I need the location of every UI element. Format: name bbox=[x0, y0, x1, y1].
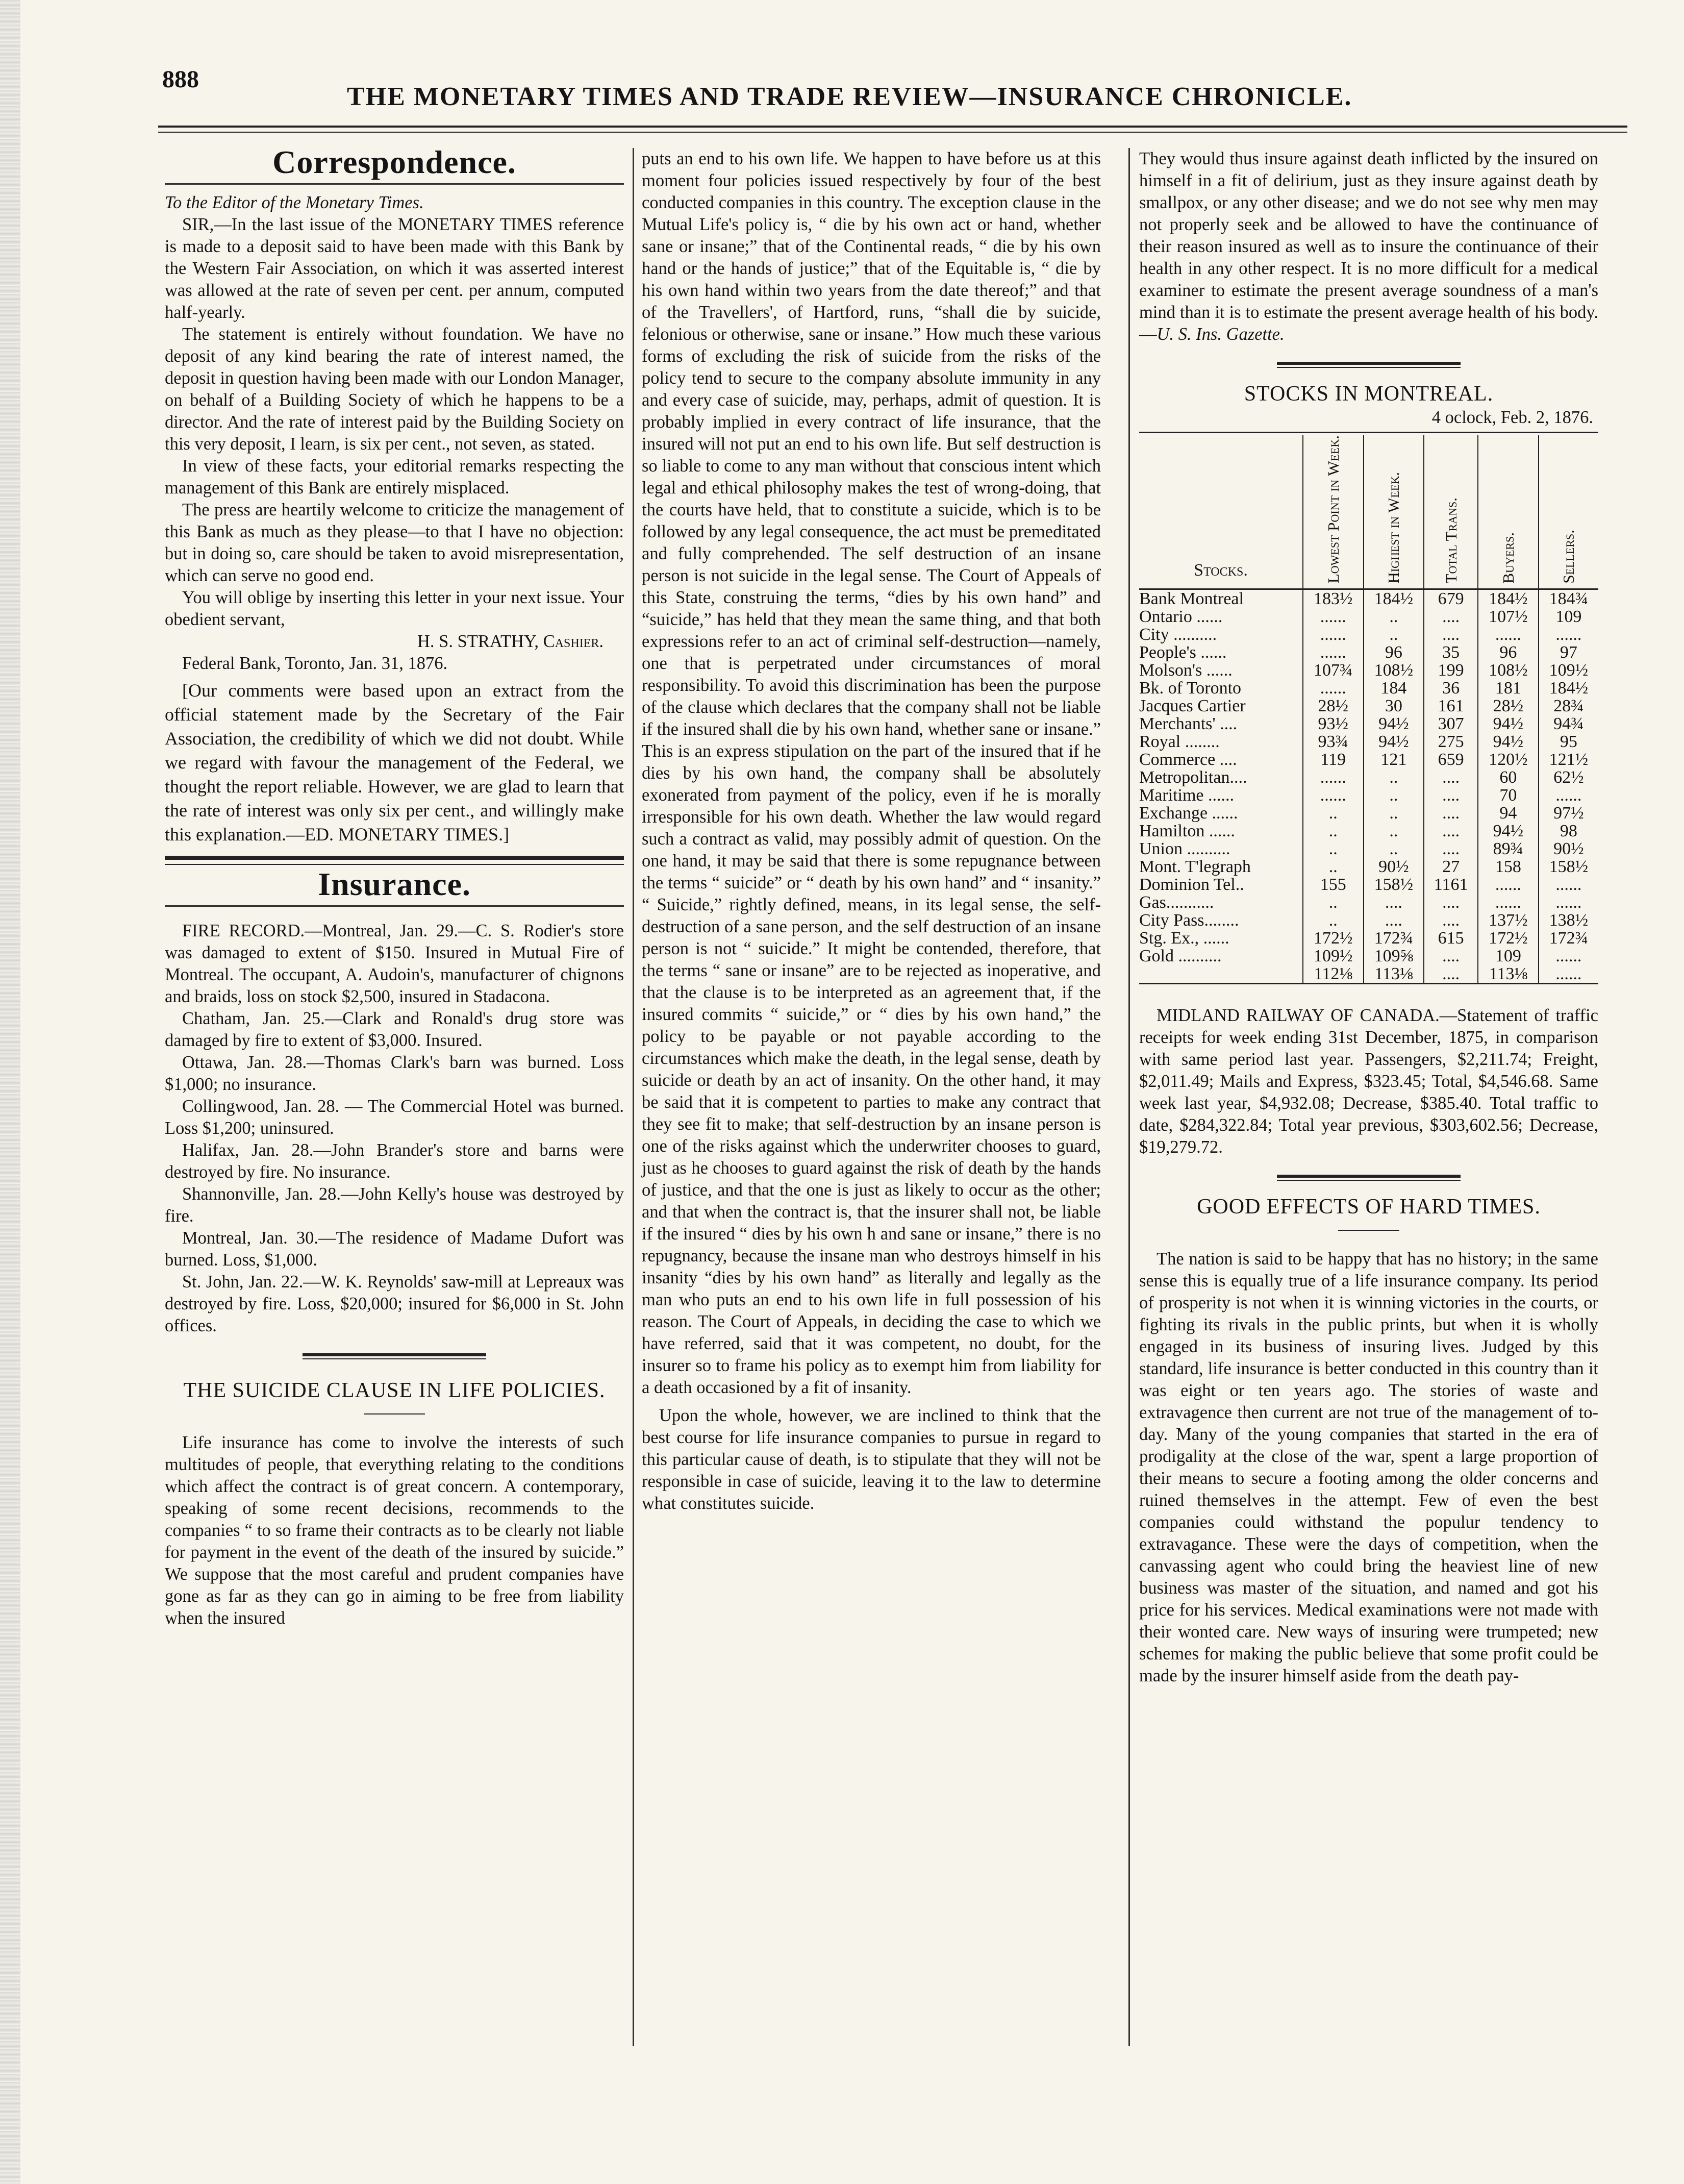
stock-value: ...... bbox=[1539, 965, 1598, 984]
stock-value: 70 bbox=[1478, 786, 1539, 804]
section-rule-thin bbox=[1277, 1180, 1461, 1181]
stock-name: People's ...... bbox=[1139, 643, 1227, 662]
stock-value: .... bbox=[1364, 894, 1424, 911]
section-rule bbox=[1277, 362, 1461, 365]
stock-value: 113⅛ bbox=[1478, 965, 1539, 984]
salutation: To the Editor of the Monetary Times. bbox=[165, 193, 424, 212]
stock-value: .... bbox=[1424, 947, 1478, 965]
stock-value: 109⅝ bbox=[1364, 947, 1424, 965]
section-rule bbox=[303, 1353, 486, 1356]
stocks-row bbox=[1139, 768, 1598, 786]
fire-record-item: FIRE RECORD.—Montreal, Jan. 29.—C. S. Rodier's store was damaged to extent of $150. Insured in Mutual Fire of Montreal. The occupant, A. Audoin's, manufacturer of chignons and braids, loss on stock $2,500, insured in Stadacona. bbox=[165, 921, 624, 1006]
stock-value: .. bbox=[1364, 608, 1424, 626]
letter-paragraph: You will oblige by inserting this letter in your next issue. Your obedient servant, bbox=[165, 588, 624, 629]
stock-value: ...... bbox=[1539, 876, 1598, 894]
stock-name: Commerce .... bbox=[1139, 750, 1237, 770]
stock-value: .... bbox=[1424, 768, 1478, 786]
article-paragraph-text: They would thus insure against death inflicted by the insured on himself in a fit of delirium, just as they insure against death by smallpox, or any other disease; and we do not see why men may not properly seek and be allowed to have the continuance of their reason insured as well as to insure the continuance of their health in any other respect. It is no more difficult for a medical examiner to estimate the present average soundness of a man's mind than it is to estimate the present average health of his body.— bbox=[1139, 149, 1598, 344]
section-rule-thin bbox=[303, 1358, 486, 1359]
stock-value: 90½ bbox=[1364, 858, 1424, 876]
stock-value: .... bbox=[1424, 626, 1478, 643]
stock-value: ...... bbox=[1303, 679, 1364, 697]
stocks-row bbox=[1139, 965, 1598, 984]
stocks-row bbox=[1139, 876, 1598, 894]
stock-name: Dominion Tel.. bbox=[1139, 875, 1244, 895]
hard-times-heading: GOOD EFFECTS OF HARD TIMES. bbox=[1197, 1195, 1541, 1219]
column-header-text: Buyers. bbox=[1499, 532, 1517, 584]
running-head-title: THE MONETARY TIMES AND TRADE REVIEW—INSURANCE CHRONICLE. bbox=[347, 82, 1352, 111]
stock-value: 90½ bbox=[1539, 840, 1598, 858]
article-paragraph: Life insurance has come to involve the interests of such multitudes of people, that everything relating to the conditions which affect the contract is of great concern. A contemporary, speaking of some recent decisions, recommends to the companies “ to so frame their contracts as to be clearly not liable for payment in the event of the death of the insured by suicide.” We suppose that the most careful and prudent companies have gone as far as they can go in aiming to be free from liability when the insured bbox=[165, 1433, 624, 1628]
column-2 bbox=[642, 148, 1101, 1515]
fire-record-item: Collingwood, Jan. 28. — The Commercial Hotel was burned. Loss $1,200; uninsured. bbox=[165, 1097, 624, 1138]
article-paragraph: Upon the whole, however, we are inclined to think that the best course for life insurance companies to pursue in regard to this particular cause of death, is to stipulate that they will not be responsible in case of suicide, leaving it to the law to determine what constitutes suicide. bbox=[642, 1406, 1101, 1513]
stock-value: 108½ bbox=[1478, 661, 1539, 679]
column-header bbox=[1303, 435, 1364, 589]
stock-value: 121½ bbox=[1539, 751, 1598, 768]
letter-dateline: Federal Bank, Toronto, Jan. 31, 1876. bbox=[182, 654, 448, 673]
stock-value: 113⅛ bbox=[1364, 965, 1424, 984]
stocks-row bbox=[1139, 911, 1598, 929]
stock-value: 615 bbox=[1424, 929, 1478, 947]
stock-value: 30 bbox=[1364, 697, 1424, 715]
stock-value: 28¾ bbox=[1539, 697, 1598, 715]
stocks-date: 4 oclock, Feb. 2, 1876. bbox=[1431, 408, 1593, 427]
stock-value: ...... bbox=[1303, 768, 1364, 786]
stock-value: .. bbox=[1303, 822, 1364, 840]
heading-underline bbox=[1338, 1230, 1399, 1231]
stock-name: Mont. T'legraph bbox=[1139, 857, 1251, 877]
stock-value: 89¾ bbox=[1478, 840, 1539, 858]
stocks-row bbox=[1139, 626, 1598, 643]
section-rule bbox=[1277, 1175, 1461, 1178]
stock-value: 62½ bbox=[1539, 768, 1598, 786]
stocks-header-row bbox=[1139, 435, 1598, 589]
stock-value: 184½ bbox=[1539, 679, 1598, 697]
stock-value: 307 bbox=[1424, 715, 1478, 733]
stock-value: ...... bbox=[1303, 626, 1364, 643]
stock-value: 172¾ bbox=[1364, 929, 1424, 947]
midland-paragraph bbox=[1139, 1005, 1598, 1158]
stocks-row bbox=[1139, 804, 1598, 822]
stock-value: 119 bbox=[1303, 751, 1364, 768]
stocks-row bbox=[1139, 589, 1598, 608]
column-rule-1 bbox=[633, 148, 634, 2046]
stock-value: 161 bbox=[1424, 697, 1478, 715]
fire-record-item: Chatham, Jan. 25.—Clark and Ronald's drug store was damaged by fire to extent of $3,000. Insured. bbox=[165, 1009, 624, 1050]
stock-value: 172½ bbox=[1478, 929, 1539, 947]
page-number: 888 bbox=[162, 66, 199, 93]
stock-name: Maritime ...... bbox=[1139, 786, 1235, 805]
stock-value: 109½ bbox=[1539, 661, 1598, 679]
section-rule-thin bbox=[1277, 367, 1461, 368]
stocks-row bbox=[1139, 894, 1598, 911]
stocks-row bbox=[1139, 858, 1598, 876]
stock-value: .... bbox=[1424, 894, 1478, 911]
fire-record-item: Halifax, Jan. 28.—John Brander's store and barns were destroyed by fire. No insurance. bbox=[165, 1140, 624, 1182]
letter-paragraph: SIR,—In the last issue of the MONETARY TIMES reference is made to a deposit said to have been made with this Bank by the Western Fair Association, on which it was asserted interest was allowed at the rate of seven per cent. per annum, computed half-yearly. bbox=[165, 215, 624, 322]
stock-value: 60 bbox=[1478, 768, 1539, 786]
stock-value: 93½ bbox=[1303, 715, 1364, 733]
stocks-row bbox=[1139, 751, 1598, 768]
stock-value: 659 bbox=[1424, 751, 1478, 768]
stock-value: ...... bbox=[1303, 643, 1364, 661]
stock-value: ...... bbox=[1539, 786, 1598, 804]
stock-name: Merchants' .... bbox=[1139, 714, 1238, 734]
stock-value: .... bbox=[1424, 840, 1478, 858]
article-paragraph: puts an end to his own life. We happen to have before us at this moment four policies issued respectively by four of the best conducted companies in this country. The exception clause in the Mutual Life's policy is, “ die by his own act or hand, whether sane or insane;” that of the Continental reads, “ die by his own hand or the hands of justice;” that of the Equitable is, “ die by his own hand within two years from the date thereof;” and that of the Travellers', of Hartford, runs, “shall die by suicide, felonious or otherwise, sane or insane.” How much these various forms of excluding the risk of suicide from the risks of the policy tend to secure to the company absolute immunity in any and every case of suicide, may, perhaps, admit of question. It is probably implied in every contract of life insurance, that the insured will not put an end to his own life. But self destruction is so liable to come to any man without that conscious intent which legal and ethical philosophy makes the test of wrong-doing, that the courts have held, that to constitute a suicide, which is to be followed by any legal consequence, the act must be premeditated and fully comprehended. The self destruction of an insane person is not suicide in the legal sense. The Court of Appeals of this State, construing the terms, “dies by his own hand” and “suicide,” has held that they mean the same thing, and that both expressions refer to an act of criminal self-destruction—namely, one that is perpetrated under circumstances of moral responsibility. To avoid this discrimination has been the purpose of the clause which declares that the company shall not be liable if the insured shall die by his own hand, whether sane or insane.” This is an express stipulation on the part of the insured that if he dies by his own hand, the company shall be absolutely exonerated from payment of the policy, even if he is morally irresponsible for his own death. Whether the law would regard such a contract as valid, may possibly admit of question. On the one hand, it may be said that there is some repugnance between the terms “ suicide” or “ death by his own hand” and “ insanity.” “ Suicide,” rightly defined, means, in its legal sense, the self-destruction of a sane person, and the self destruction of an insane person is not “ suicide.” It might be contended, therefore, that the terms “ sane or insane” are to be rejected as inoperative, and that the clause is to be interpreted as an agreement that, if the insured commits “ suicide,” or “ dies by his own hand,” the policy to be payable or not payable according to the circumstances which make the death, in the legal sense, death by suicide or death by an act of insanity. On the other hand, it may be said that it is competent to parties to make any contract that they see fit to make; that self-destruction by an insane person is one of the risks against which the underwriter chooses to guard, just as he chooses to guard against the risk of death by the hands of justice, and that the one is just as likely to occur as the other; and that when the contract is, that the insurer shall not, be liable if the insured “ dies by his own h and sane or insane,” there is no repugnancy, because the insane man who destroys himself in his insanity “dies by his own hand” as literally and legally as the man who puts an end to his own life in full possession of his reason. The Court of Appeals, in deciding the case to which we have referred, said that it was competent, no doubt, for the insurer so to frame his policy as to exempt him from liability for a death occasioned by a fit of insanity. bbox=[642, 149, 1101, 1397]
stock-value: .. bbox=[1364, 786, 1424, 804]
stocks-row bbox=[1139, 697, 1598, 715]
stock-value: 275 bbox=[1424, 733, 1478, 751]
stock-value: 184¾ bbox=[1539, 589, 1598, 608]
stock-value: .... bbox=[1424, 608, 1478, 626]
stock-value: 155 bbox=[1303, 876, 1364, 894]
stock-value: 93¾ bbox=[1303, 733, 1364, 751]
stock-value: ...... bbox=[1303, 608, 1364, 626]
column-header-text: Total Trans. bbox=[1442, 497, 1460, 584]
stock-name bbox=[1139, 965, 1303, 984]
stock-value: .... bbox=[1424, 786, 1478, 804]
stock-value: .... bbox=[1364, 911, 1424, 929]
stocks-row bbox=[1139, 840, 1598, 858]
stock-name: Metropolitan.... bbox=[1139, 768, 1247, 787]
stock-value: 137½ bbox=[1478, 911, 1539, 929]
stock-value: 158½ bbox=[1539, 858, 1598, 876]
stock-value: 94½ bbox=[1478, 822, 1539, 840]
stocks-row bbox=[1139, 679, 1598, 697]
stock-name: Gold .......... bbox=[1139, 947, 1222, 966]
stock-value: .... bbox=[1424, 965, 1478, 984]
stock-value: .. bbox=[1364, 768, 1424, 786]
column-header: Stocks. bbox=[1139, 435, 1303, 589]
stock-value: 96 bbox=[1364, 643, 1424, 661]
stock-name: Gas........... bbox=[1139, 893, 1214, 912]
stock-name: Bank Montreal bbox=[1139, 589, 1244, 609]
stock-name: Bk. of Toronto bbox=[1139, 679, 1242, 698]
stock-value: .... bbox=[1424, 804, 1478, 822]
column-rule-2 bbox=[1128, 148, 1130, 2046]
letter-signature: H. S. STRATHY, Cashier. bbox=[417, 632, 604, 651]
column-header-text: Sellers. bbox=[1560, 529, 1578, 584]
stock-value: 121 bbox=[1364, 751, 1424, 768]
stocks-row bbox=[1139, 715, 1598, 733]
stock-name: Molson's ...... bbox=[1139, 661, 1233, 680]
article-paragraph: The nation is said to be happy that has no history; in the same sense this is equally true of a life insurance company. Its period of prosperity is not when it is winning victories in the courts, or fighting its rivals in the public prints, but when it is wholly engaged in its business of insuring lives. Judged by this standard, life insurance is better conducted in this country than it was eight or ten years ago. The stories of waste and extravagence then current are not true of the management of to-day. Many of the young companies that started in the era of prodigality at the close of the war, spent a large proportion of their means to secure a footing among the older concerns and ruined themselves in the attempt. Few of even the best companies could withstand the populur tendency to extravagance. These were the days of competition, when the canvassing agent who could bring the heaviest line of new business was master of the situation, and named and got his price for his services. Medical examinations were not made with their wonted care. New ways of insuring were trumpeted; new schemes for making the public believe that some profit could be made by the insurer himself aside from the death pay- bbox=[1139, 1249, 1598, 1686]
stock-value: 184 bbox=[1364, 679, 1424, 697]
column-1 bbox=[165, 144, 624, 1629]
stock-value: 97 bbox=[1539, 643, 1598, 661]
stock-value: 109 bbox=[1478, 947, 1539, 965]
stock-name: Jacques Cartier bbox=[1139, 697, 1246, 716]
stock-value: 199 bbox=[1424, 661, 1478, 679]
stock-value: ...... bbox=[1478, 876, 1539, 894]
stock-value: 94½ bbox=[1478, 715, 1539, 733]
stock-value: ...... bbox=[1539, 626, 1598, 643]
stock-value: 138½ bbox=[1539, 911, 1598, 929]
stock-name: Exchange ...... bbox=[1139, 804, 1238, 823]
stock-name: Stg. Ex., ...... bbox=[1139, 929, 1229, 948]
stock-value: .... bbox=[1424, 911, 1478, 929]
letter-paragraph: The press are heartily welcome to criticize the management of this Bank as much as they please—to that I have no objection: but in doing so, care should be taken to avoid misrepresentation, which can serve no good end. bbox=[165, 500, 624, 585]
section-rule-thin bbox=[165, 864, 624, 865]
stock-value: 35 bbox=[1424, 643, 1478, 661]
stock-value: 96 bbox=[1478, 643, 1539, 661]
column-header-text: Highest in Week. bbox=[1385, 471, 1403, 584]
letter-paragraph: In view of these facts, your editorial remarks respecting the management of this Bank are entirely misplaced. bbox=[165, 456, 624, 498]
article-paragraph bbox=[1139, 148, 1598, 345]
midland-text: —Statement of traffic receipts for week ending 31st December, 1875, in comparison with same period last year. Passengers, $2,211.74; Freight, $2,011.49; Mails and Express, $323.45; Total, $4,546.68. Same week last year, $4,932.08; Decrease, $385.40. Total traffic to date, $284,322.84; Total year previous, $303,602.56; Decrease, $19,279.72. bbox=[1139, 1006, 1598, 1157]
stocks-heading: STOCKS IN MONTREAL. bbox=[1244, 382, 1494, 406]
column-header bbox=[1478, 435, 1539, 589]
stock-value: 172¾ bbox=[1539, 929, 1598, 947]
stock-value: .. bbox=[1364, 822, 1424, 840]
letter-paragraph: The statement is entirely without foundation. We have no deposit of any kind bearing the rate of interest named, the deposit in question having been made with our London Manager, on behalf of a Building Society of which he happens to be a director. And the rate of interest paid by the Building Society on this very deposit, I learn, is six per cent., not seven, as stated. bbox=[165, 325, 624, 454]
stock-value: 94½ bbox=[1364, 733, 1424, 751]
stocks-body bbox=[1139, 589, 1598, 984]
stock-value: ...... bbox=[1539, 947, 1598, 965]
stock-value: ...... bbox=[1303, 786, 1364, 804]
stock-value: 94¾ bbox=[1539, 715, 1598, 733]
column-header bbox=[1539, 435, 1598, 589]
stock-name: Union .......... bbox=[1139, 839, 1230, 859]
stock-value: 184½ bbox=[1478, 589, 1539, 608]
stock-value: 97½ bbox=[1539, 804, 1598, 822]
stocks-row bbox=[1139, 929, 1598, 947]
stock-value: ...... bbox=[1478, 894, 1539, 911]
insurance-heading: Insurance. bbox=[318, 866, 471, 902]
stocks-row bbox=[1139, 643, 1598, 661]
editor-note: [Our comments were based upon an extract from the official statement made by the Secretary of the Fair Association, the credibility of which we did not doubt. While we regard with favour the management of the Federal, we thought the report reliable. However, we are glad to learn that the rate of interest was only six per cent., and willingly make this explanation.—ED. MONETARY TIMES.] bbox=[165, 680, 624, 845]
stock-value: 109 bbox=[1539, 608, 1598, 626]
stock-value: .. bbox=[1364, 804, 1424, 822]
stock-value: 28½ bbox=[1303, 697, 1364, 715]
stock-value: 107½ bbox=[1478, 608, 1539, 626]
stock-value: 172½ bbox=[1303, 929, 1364, 947]
stocks-table bbox=[1139, 435, 1598, 984]
stock-value: .. bbox=[1364, 626, 1424, 643]
column-header bbox=[1364, 435, 1424, 589]
stock-name: Royal ........ bbox=[1139, 732, 1220, 752]
heading-underline bbox=[364, 1413, 425, 1414]
stock-value: 94½ bbox=[1364, 715, 1424, 733]
stocks-row bbox=[1139, 822, 1598, 840]
stock-value: 98 bbox=[1539, 822, 1598, 840]
header-rule-bottom bbox=[158, 132, 1627, 133]
stock-value: .. bbox=[1303, 858, 1364, 876]
stock-value: .... bbox=[1424, 822, 1478, 840]
stocks-row bbox=[1139, 786, 1598, 804]
stock-value: 108½ bbox=[1364, 661, 1424, 679]
stock-value: 109½ bbox=[1303, 947, 1364, 965]
table-rule bbox=[1139, 432, 1598, 433]
stock-value: 120½ bbox=[1478, 751, 1539, 768]
stocks-row bbox=[1139, 947, 1598, 965]
stock-value: ...... bbox=[1478, 626, 1539, 643]
stock-value: 1161 bbox=[1424, 876, 1478, 894]
stock-value: .. bbox=[1364, 840, 1424, 858]
stock-name: City Pass........ bbox=[1139, 911, 1239, 930]
stock-value: 158 bbox=[1478, 858, 1539, 876]
stock-value: 112⅛ bbox=[1303, 965, 1364, 984]
stocks-row bbox=[1139, 733, 1598, 751]
stock-value: ...... bbox=[1539, 894, 1598, 911]
midland-lead: MIDLAND RAILWAY OF CANADA. bbox=[1157, 1006, 1440, 1026]
stock-value: .. bbox=[1303, 840, 1364, 858]
stock-value: 95 bbox=[1539, 733, 1598, 751]
stock-value: 183½ bbox=[1303, 589, 1364, 608]
stock-value: 184½ bbox=[1364, 589, 1424, 608]
stock-value: 94 bbox=[1478, 804, 1539, 822]
stock-value: .. bbox=[1303, 894, 1364, 911]
stock-value: .. bbox=[1303, 804, 1364, 822]
source-citation: U. S. Ins. Gazette. bbox=[1157, 325, 1285, 344]
stock-value: .. bbox=[1303, 911, 1364, 929]
fire-record-item: Montreal, Jan. 30.—The residence of Madame Dufort was burned. Loss, $1,000. bbox=[165, 1228, 624, 1270]
stock-name: Ontario ...... bbox=[1139, 607, 1223, 627]
stock-value: 36 bbox=[1424, 679, 1478, 697]
stock-value: 28½ bbox=[1478, 697, 1539, 715]
stock-value: 679 bbox=[1424, 589, 1478, 608]
stock-name: Hamilton ...... bbox=[1139, 822, 1235, 841]
stock-value: 158½ bbox=[1364, 876, 1424, 894]
fire-record-item: Ottawa, Jan. 28.—Thomas Clark's barn was burned. Loss $1,000; no insurance. bbox=[165, 1053, 624, 1094]
stocks-row bbox=[1139, 661, 1598, 679]
stock-value: 94½ bbox=[1478, 733, 1539, 751]
stock-value: 107¾ bbox=[1303, 661, 1364, 679]
suicide-clause-heading: THE SUICIDE CLAUSE IN LIFE POLICIES. bbox=[183, 1379, 606, 1402]
column-header bbox=[1424, 435, 1478, 589]
stock-value: 181 bbox=[1478, 679, 1539, 697]
column-header-text: Lowest Point in Week. bbox=[1324, 435, 1342, 584]
header-rule-top bbox=[158, 126, 1627, 128]
scan-edge bbox=[0, 0, 20, 2184]
stock-value: 27 bbox=[1424, 858, 1478, 876]
stock-name: City .......... bbox=[1139, 625, 1217, 644]
section-rule bbox=[165, 856, 624, 860]
column-3 bbox=[1139, 148, 1598, 1687]
fire-record-item: Shannonville, Jan. 28.—John Kelly's house was destroyed by fire. bbox=[165, 1184, 624, 1226]
stocks-row bbox=[1139, 608, 1598, 626]
correspondence-heading: Correspondence. bbox=[272, 144, 516, 180]
fire-record-item: St. John, Jan. 22.—W. K. Reynolds' saw-mill at Lepreaux was destroyed by fire. Loss, $20,000; insured for $6,000 in St. John offices. bbox=[165, 1272, 624, 1335]
